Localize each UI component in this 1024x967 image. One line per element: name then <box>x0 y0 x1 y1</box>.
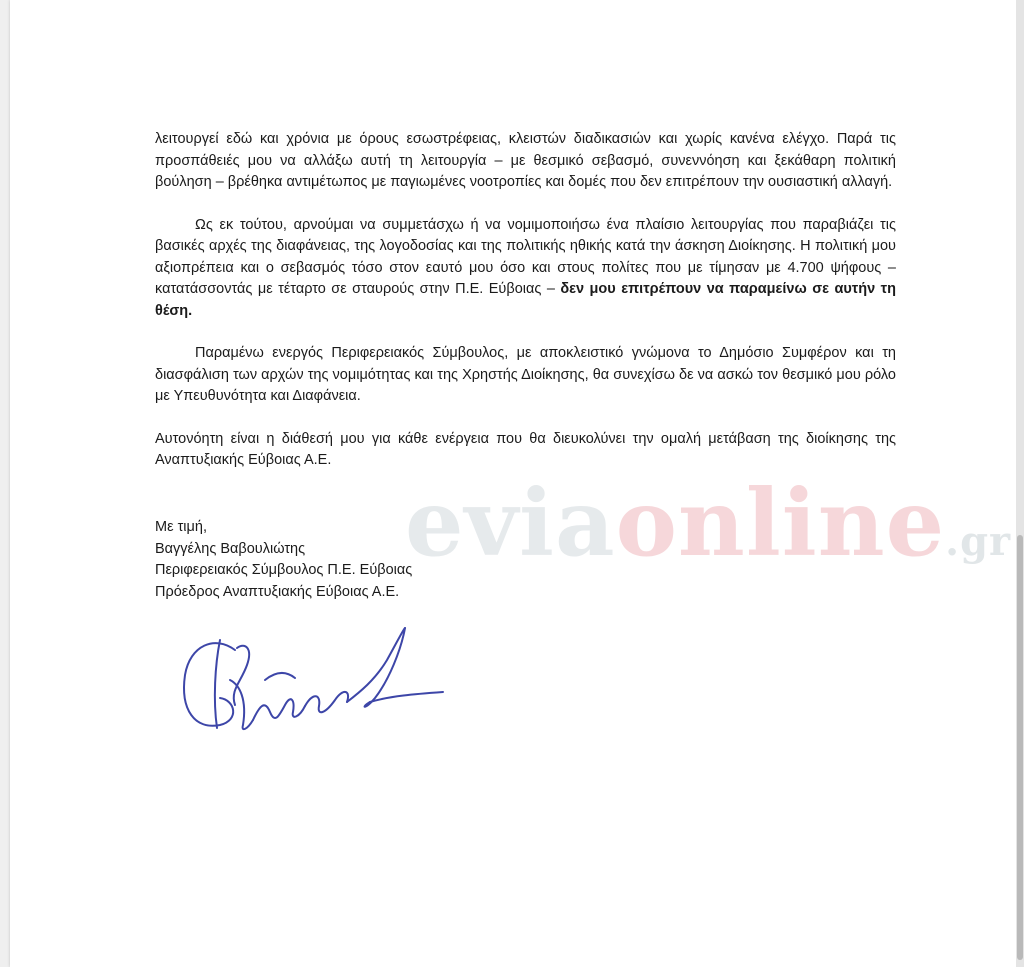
signatory-role-1: Περιφερειακός Σύμβουλος Π.Ε. Εύβοιας <box>155 562 413 578</box>
scrollbar-track[interactable] <box>1016 0 1024 967</box>
watermark-part-1: evia <box>405 469 616 577</box>
salutation: Με τιμή, <box>155 519 207 535</box>
closing-block <box>155 517 412 603</box>
letter-body <box>155 129 896 472</box>
signatory-role-2: Πρόεδρος Αναπτυξιακής Εύβοιας Α.Ε. <box>155 583 400 600</box>
paragraph-1: λειτουργεί εδώ και χρόνια με όρους εσωστρέφειας, κλειστών διαδικασιών και χωρίς κανένα ελέγχο. Παρά τις προσπάθειές μου να αλλάξω αυτή τη λειτουργία – με θεσμικό σεβασμό, συνεννόηση και ξεκάθαρη πολιτική βούληση – βρέθηκα αντιμέτωπος με παγιωμένες νοοτροπίες και δομές που δεν επιτρέπουν την ουσιαστική αλλαγή. <box>155 131 896 190</box>
handwritten-signature <box>175 620 455 750</box>
paragraph-3: Παραμένω ενεργός Περιφερειακός Σύμβουλος, με αποκλειστικό γνώμονα το Δημόσιο Συμφέρον και τη διασφάλιση των αρχών της νομιμότητας και της Χρηστής Διοίκησης, θα συνεχίσω δε να ασκώ τον θεσμικό μου ρόλο με Υπευθυνότητα και Διαφάνεια. <box>155 345 896 404</box>
paragraph-4: Αυτονόητη είναι η διάθεσή μου για κάθε ενέργεια που θα διευκολύνει την ομαλή μετάβαση της διοίκησης της Αναπτυξιακής Εύβοιας Α.Ε. <box>155 430 896 468</box>
document-page <box>10 0 1016 967</box>
evia-online-watermark <box>405 458 1012 588</box>
paragraph-2 <box>155 215 896 323</box>
watermark-part-3: .gr <box>945 518 1012 565</box>
paragraph-2-text: Ως εκ τούτου, αρνούμαι να συμμετάσχω ή να νομιμοποιήσω ένα πλαίσιο λειτουργίας που παραβιάζει τις βασικές αρχές της διαφάνειας, της λογοδοσίας και της πολιτικής ηθικής κατά την άσκηση Διοίκησης. Η πολιτική μου αξιοπρέπεια και ο σεβασμός τόσο στον εαυτό μου όσο και στους πολίτες που με τίμησαν με 4.700 ψήφους – κατατάσσοντάς με τέταρτο σε σταυρούς στην Π.Ε. Εύβοιας – <box>155 216 896 297</box>
paragraph-2-bold: δεν μου επιτρέπουν να παραμείνω σε αυτήν τη θέση. <box>155 281 896 319</box>
scrollbar-thumb[interactable] <box>1017 535 1023 960</box>
watermark-part-2: online <box>615 469 946 577</box>
signatory-name: Βαγγέλης Βαβουλιώτης <box>155 540 306 557</box>
